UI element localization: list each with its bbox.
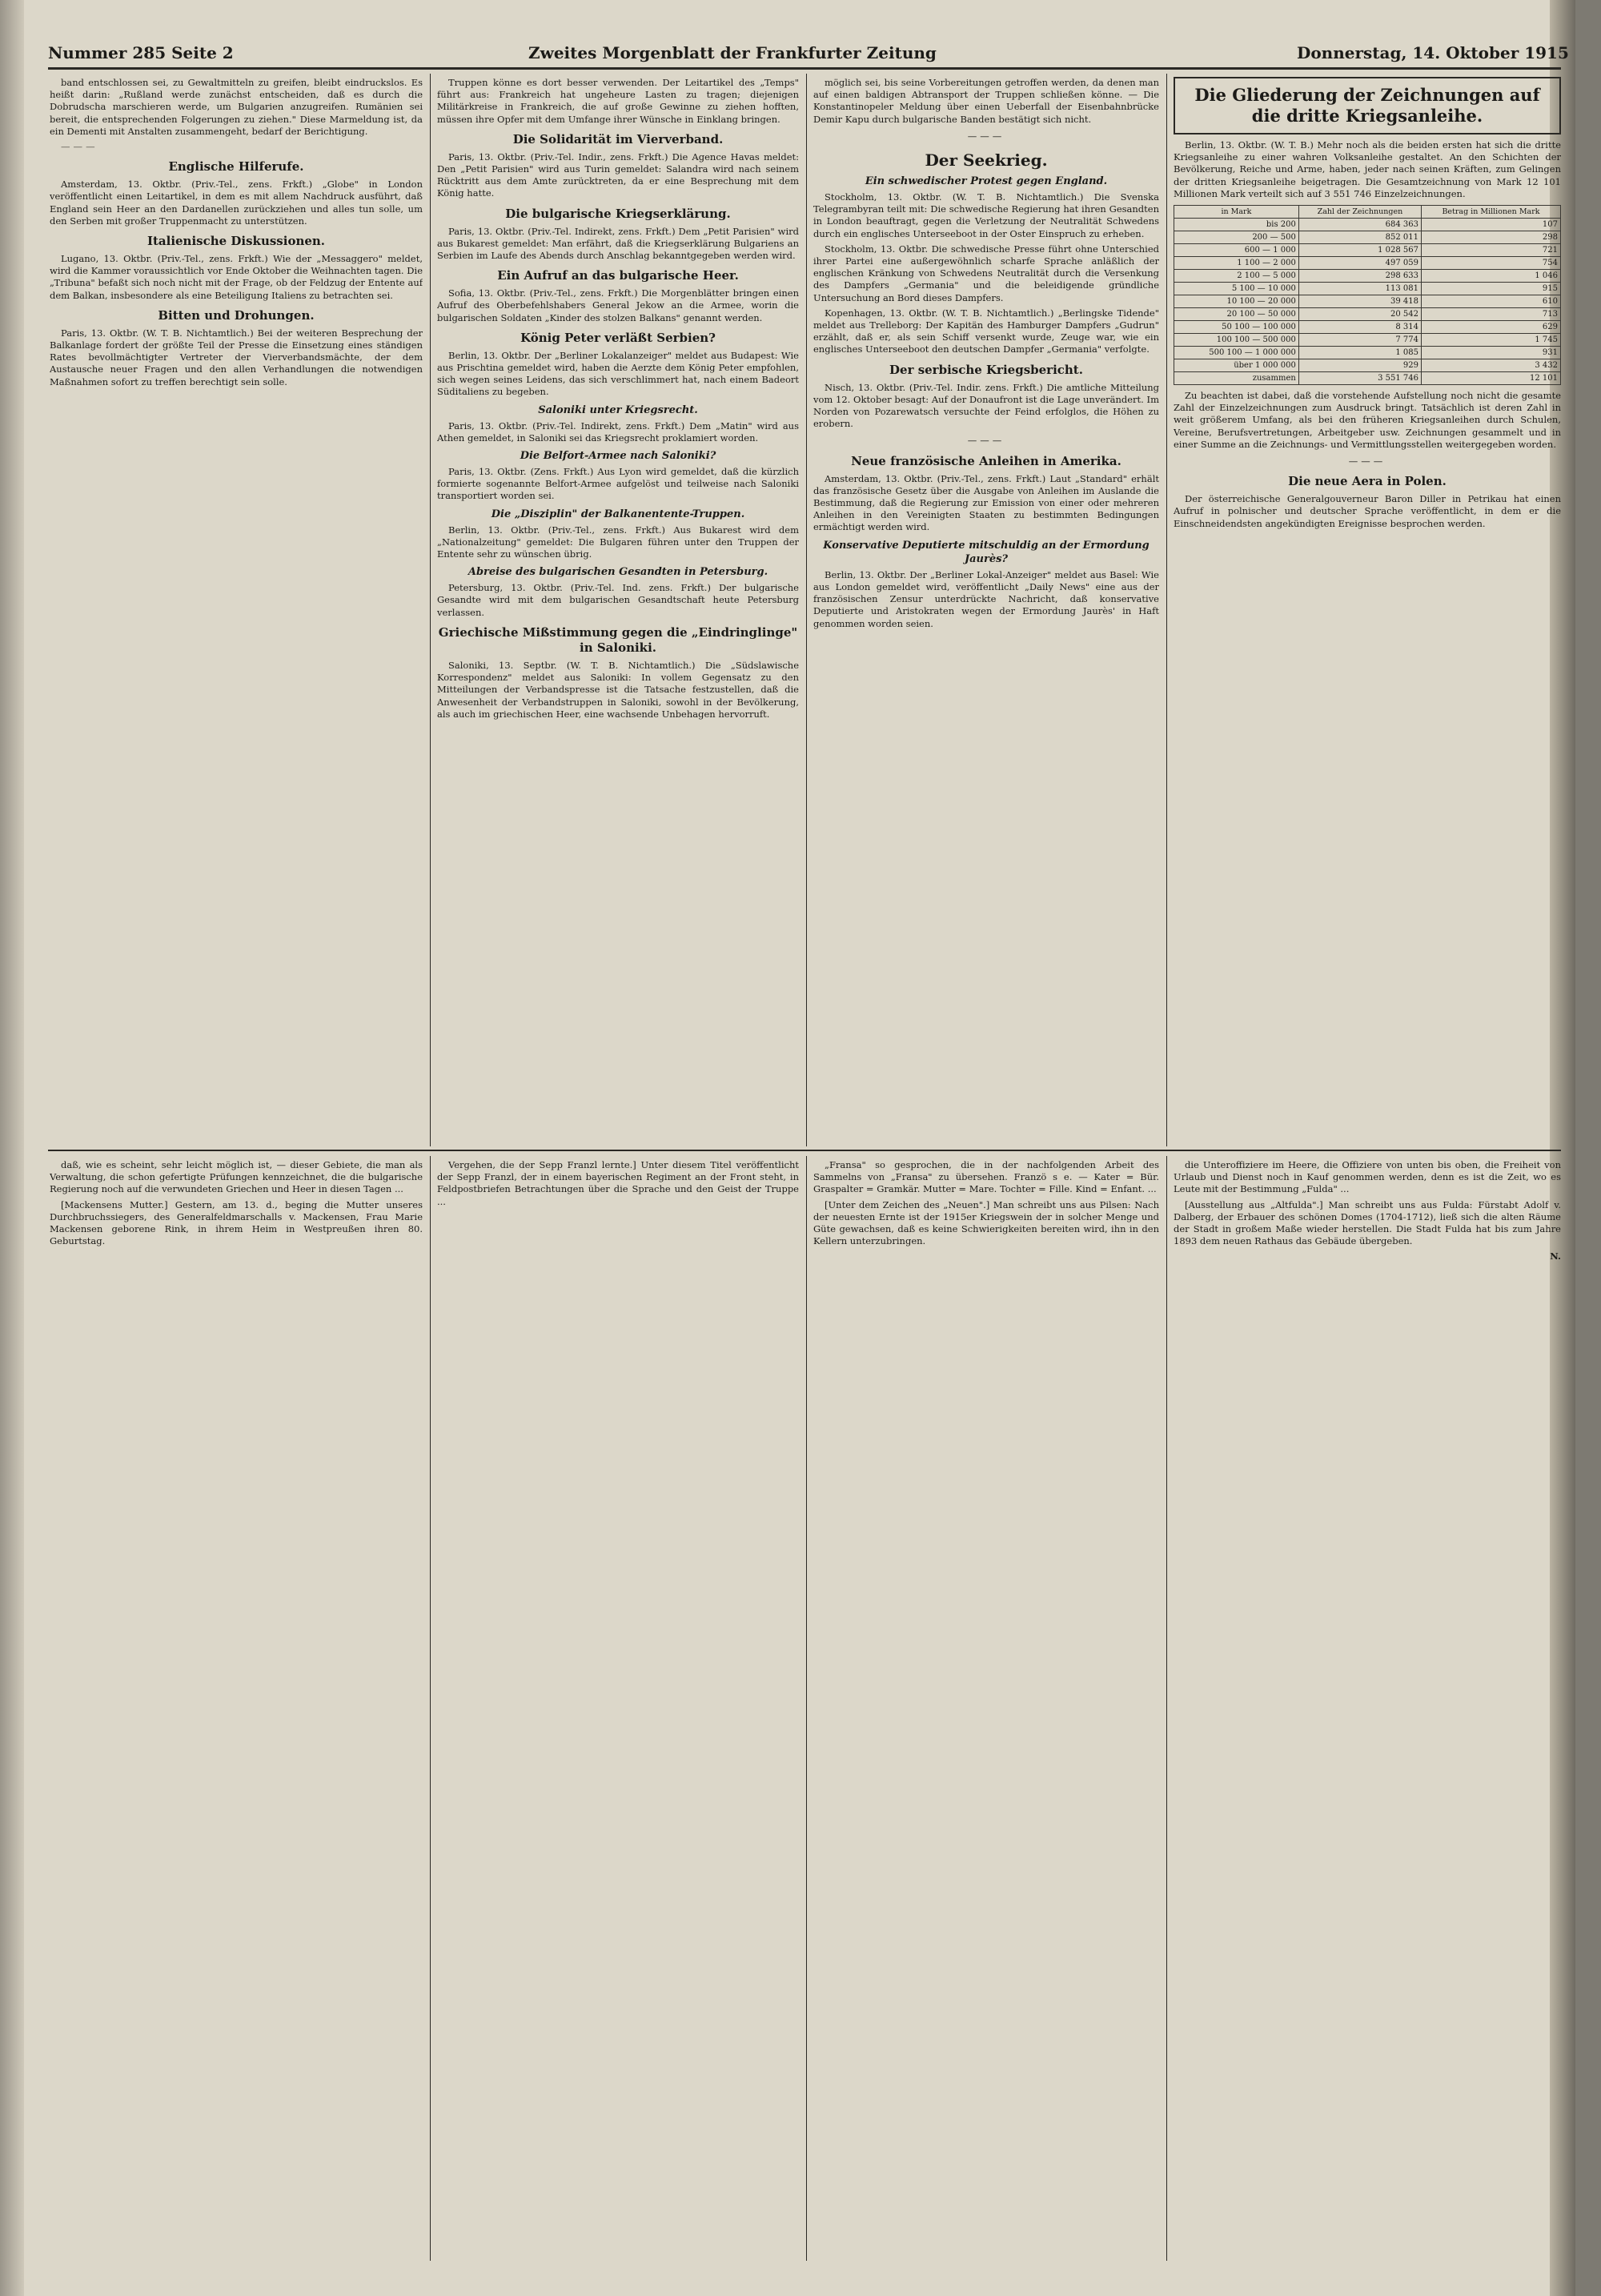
feuilleton-text: daß, wie es scheint, sehr leicht möglich ist, — dieser Gebiete, die man als Verwaltung, die schon gefertigte Prüfungen kennzeichnet, die die bulgarische Regierung noch auf die verwundeten Griechen und Heer in diesen Tagen ... bbox=[50, 1159, 423, 1195]
headline-neue-aera-polen: Die neue Aera in Polen. bbox=[1288, 474, 1447, 489]
headline-aufruf: Ein Aufruf an das bulgarische Heer. bbox=[497, 268, 739, 283]
column-1 bbox=[50, 77, 423, 1146]
feuilleton-rule bbox=[48, 1150, 1561, 1151]
header-issue: Nummer 285 Seite 2 bbox=[48, 43, 234, 62]
headline-english-hilferufe: Englische Hilferufe. bbox=[168, 159, 304, 175]
table-cell: bis 200 bbox=[1174, 219, 1299, 231]
table-total-label: zusammen bbox=[1174, 372, 1299, 385]
table-cell: 20 100 — 50 000 bbox=[1174, 308, 1299, 321]
table-cell: 298 bbox=[1421, 231, 1560, 244]
feuilleton-text: „Fransa" so gesprochen, die in der nachfolgenden Arbeit des Sammelns von „Fransa" zu übersehen. Franzö s e. — Kater = Bür. Graspalter = Gramkär. Mutter = Mare. Tochter = Fille. Kind = Enfant. ... bbox=[813, 1159, 1159, 1195]
header-rule bbox=[48, 67, 1561, 70]
article-text: Berlin, 13. Oktbr. Der „Berliner Lokal-Anzeiger" meldet aus Basel: Wie aus London gemeldet wird, veröffentlicht „Daily News" eine aus der französischen Zensur unterdrückte Nachricht, daß konservative Deputierte und Aristokraten wegen der Ermordung Jaurès' in Haft genommen worden seien. bbox=[813, 568, 1159, 629]
article-text: Kopenhagen, 13. Oktbr. (W. T. B. Nichtamtlich.) „Berlingske Tidende" meldet aus Trelleborg: Der Kapitän des Hamburger Dampfers „Gudrun" erzählt, daß er, als sein Schiff versenkt wurde, Zeuge war, wie ein englisches Unterseeboot den deutschen Dampfer „Germania" verfolgte. bbox=[813, 307, 1159, 355]
table-cell: 8 314 bbox=[1298, 321, 1421, 334]
column-rule bbox=[430, 74, 431, 1146]
article-text: Amsterdam, 13. Oktbr. (Priv.-Tel., zens. Frkft.) „Globe" in London veröffentlicht einen Leitartikel, in dem es mit allem Nachdruck ausführt, daß England sein Heer an den Dardanellen zurückziehen und alles tun solle, um den Serben mit großer Truppenmacht zu unterstützen. bbox=[50, 179, 423, 227]
table-row bbox=[1174, 359, 1561, 372]
column-rule bbox=[1166, 74, 1167, 1146]
table-cell: 10 100 — 20 000 bbox=[1174, 295, 1299, 308]
feuilleton-text: [Mackensens Mutter.] Gestern, am 13. d., beging die Mutter unseres Durchbruchssiegers, des Generalfeldmarschalls v. Mackensen, Frau Marie Mackensen geborene Rink, in ihrem Heim in Westpreußen ihren 80. Geburtstag. bbox=[50, 1198, 423, 1247]
table-cell: 2 100 — 5 000 bbox=[1174, 270, 1299, 283]
column-3 bbox=[813, 77, 1159, 1146]
headline-italienische-diskussionen: Italienische Diskussionen. bbox=[146, 234, 326, 249]
table-cell: 500 100 — 1 000 000 bbox=[1174, 347, 1299, 359]
table-cell: 610 bbox=[1421, 295, 1560, 308]
table-row bbox=[1174, 219, 1561, 231]
table-cell: 497 059 bbox=[1298, 257, 1421, 270]
table-cell: 852 011 bbox=[1298, 231, 1421, 244]
table-cell: 100 100 — 500 000 bbox=[1174, 334, 1299, 347]
article-text: Der österreichische Generalgouverneur Baron Diller in Petrikau hat einen Aufruf in polnischer und deutscher Sprache veröffentlicht, in dem er die Einschneidendsten angekündigten Ereignisse besprochen werden. bbox=[1174, 493, 1561, 529]
table-cell: 1 046 bbox=[1421, 270, 1560, 283]
binding-spine bbox=[0, 0, 24, 2296]
table-cell: 1 085 bbox=[1298, 347, 1421, 359]
table-cell: 931 bbox=[1421, 347, 1560, 359]
table-cell: 713 bbox=[1421, 308, 1560, 321]
headline-abreise: Abreise des bulgarischen Gesandten in Petersburg. bbox=[467, 566, 768, 579]
column-rule bbox=[806, 74, 807, 1146]
headline-saloniki: Saloniki unter Kriegsrecht. bbox=[538, 403, 698, 416]
table-cell: 39 418 bbox=[1298, 295, 1421, 308]
table-cell: 629 bbox=[1421, 321, 1560, 334]
table-row bbox=[1174, 321, 1561, 334]
subscription-table bbox=[1174, 205, 1561, 385]
table-cell: 298 633 bbox=[1298, 270, 1421, 283]
headline-seekrieg: Der Seekrieg. bbox=[925, 151, 1048, 171]
feuilleton-column-4 bbox=[1174, 1159, 1561, 2256]
kriegsanleihe-box bbox=[1174, 77, 1561, 134]
table-row bbox=[1174, 334, 1561, 347]
header-date: Donnerstag, 14. Oktober 1915 bbox=[1297, 43, 1569, 62]
table-cell: 754 bbox=[1421, 257, 1560, 270]
column-4 bbox=[1174, 77, 1561, 1146]
article-text: Berlin, 13. Oktbr. (W. T. B.) Mehr noch als die beiden ersten hat sich die dritte Kriegsanleihe zu einer wahren Volksanleihe gestaltet. An den Schichten der Bevölkerung, Reiche und Arme, haben, jeder nach seinen Kräften, zum Gelingen der dritten Kriegsanleihe beigetragen. Die Gesamtzeichnung von Mark 12 101 Millionen Mark verteilt sich auf 3 551 746 Einzelzeichnungen. bbox=[1174, 139, 1561, 199]
article-text: Paris, 13. Oktbr. (Zens. Frkft.) Aus Lyon wird gemeldet, daß die kürzlich formierte sogenannte Belfort-Armee aufgelöst und teilweise nach Saloniki transportiert worden sei. bbox=[437, 466, 799, 502]
table-cell: 915 bbox=[1421, 283, 1560, 295]
page-header bbox=[48, 40, 1569, 66]
feuilleton-text: [Unter dem Zeichen des „Neuen".] Man schreibt uns aus Pilsen: Nach der neuesten Ernte ist der 1915er Kriegswein der in solcher Menge und Güte gewachsen, daß es keine Schwierigkeiten bereiten wird, ihn in den Kellern unterzubringen. bbox=[813, 1198, 1159, 1247]
table-cell: über 1 000 000 bbox=[1174, 359, 1299, 372]
author-mark: N. bbox=[1550, 1250, 1561, 1262]
headline-belfort: Die Belfort-Armee nach Saloniki? bbox=[520, 450, 716, 463]
table-row bbox=[1174, 257, 1561, 270]
table-total-count: 3 551 746 bbox=[1298, 372, 1421, 385]
column-rule bbox=[430, 1156, 431, 2261]
headline-solidaritaet: Die Solidarität im Vierverband. bbox=[512, 131, 724, 147]
article-text: band entschlossen sei, zu Gewaltmitteln zu greifen, bleibt eindruckslos. Es heißt darin: „Rußland werde zunächst entscheiden, daß es durch die Dobrudscha marschieren werde, um Bulgarien anzugreifen. Rumänien sei bereit, die entsprechenden Folgerungen zu ziehen." Diese Marmeldung ist, da ein Dementi mit Anstalten zusammengeht, bedarf der Berichtigung. bbox=[50, 77, 423, 137]
table-cell: 107 bbox=[1421, 219, 1560, 231]
table-cell: 721 bbox=[1421, 244, 1560, 257]
article-text: Zu beachten ist dabei, daß die vorstehende Aufstellung noch nicht die gesamte Zahl der Einzelzeichnungen zum Ausdruck bringt. Tatsächlich ist deren Zahl in weit größerem Umfang, als bei den früheren Kriegsanleihen durch Schulen, Vereine, Berufsvertretungen, Arbeitgeber usw. Zeichnungen gesammelt und in einer Summe an die Zeichnungs- und Vermittlungsstellen weitergegeben worden. bbox=[1174, 390, 1561, 450]
headline-koenig-peter: König Peter verläßt Serbien? bbox=[520, 330, 716, 345]
article-text: Paris, 13. Oktbr. (Priv.-Tel. Indirekt, zens. Frkft.) Dem „Matin" wird aus Athen gemeldet, in Saloniki sei das Kriegsrecht proklamiert worden. bbox=[437, 419, 799, 444]
article-text: Nisch, 13. Oktbr. (Priv.-Tel. Indir. zens. Frkft.) Die amtliche Mitteilung vom 12. Oktober besagt: Auf der Donaufront ist die Lage unverändert. Im Norden von Pozarewatsch versuchte der Feind erfolglos, die Höhen zu erobern. bbox=[813, 381, 1159, 430]
feuilleton-text: die Unteroffiziere im Heere, die Offiziere von unten bis oben, die Freiheit von Urlaub und Dienst noch in Kauf genommen werden, denn es ist die Zeit, wo es Leute mit der Bestimmung „Fulda" ... bbox=[1174, 1159, 1561, 1195]
article-text: Truppen könne es dort besser verwenden. Der Leitartikel des „Temps" führt aus: Frankreich hat ungeheure Lasten zu tragen; diejenigen Militärkreise in Frankreich, die auf große Gewinne zu ziehen hofften, müssen ihre Opfer mit dem Umfange ihrer Wünsche in Einklang bringen. bbox=[437, 77, 799, 125]
table-row bbox=[1174, 231, 1561, 244]
headline-jaures: Konservative Deputierte mitschuldig an der Ermordung Jaurès? bbox=[823, 539, 1150, 565]
section-divider: ——— bbox=[967, 435, 1005, 447]
article-text: Stockholm, 13. Oktbr. Die schwedische Presse führt ohne Unterschied ihrer Partei eine außergewöhnlich scharfe Sprache anläßlich der englischen Kränkung von Schwedens Neutralität durch die Versenkung des Dampfers „Germania" und die beleidigende gründliche Untersuchung an Bord dieses Dampfers. bbox=[813, 243, 1159, 303]
headline-schwedischer-protest: Ein schwedischer Protest gegen England. bbox=[865, 175, 1108, 188]
headline-disziplin: Die „Disziplin" der Balkanentente-Truppen. bbox=[491, 508, 745, 520]
article-text: Paris, 13. Oktbr. (Priv.-Tel. Indir., zens. Frkft.) Die Agence Havas meldet: Den „Petit Parisien" wird aus Turin gemeldet: Salandra wird nach seinem Rücktritt aus dem Amte zurücktreten, da er eine Besprechung mit dem König hatte. bbox=[437, 151, 799, 199]
table-cell: 600 — 1 000 bbox=[1174, 244, 1299, 257]
article-text-continuation: — — — bbox=[61, 141, 95, 153]
table-row bbox=[1174, 270, 1561, 283]
table-row bbox=[1174, 244, 1561, 257]
table-row bbox=[1174, 308, 1561, 321]
table-row bbox=[1174, 347, 1561, 359]
article-text: Lugano, 13. Oktbr. (Priv.-Tel., zens. Frkft.) Wie der „Messaggero" meldet, wird die Kammer voraussichtlich vor Ende Oktober die Weihnachten tagen. Die „Tribuna" befaßt sich noch nicht mit der Frage, ob der Feldzug der Entente auf dem Balkan, insbesondere als eine Beteiligung Italiens zu betrachten sei. bbox=[50, 253, 423, 301]
headline-serbischer-kriegsbericht: Der serbische Kriegsbericht. bbox=[889, 362, 1083, 377]
header-title: Zweites Morgenblatt der Frankfurter Zeitung bbox=[528, 43, 937, 62]
feuilleton-column-1 bbox=[50, 1159, 423, 2256]
table-cell: 7 774 bbox=[1298, 334, 1421, 347]
article-text: Paris, 13. Oktbr. (W. T. B. Nichtamtlich.) Bei der weiteren Besprechung der Balkanlage fordert der größte Teil der Presse die Einsetzung eines ständigen Rates bevollmächtigter Vertreter der Vierverbandsmächte, der dem Austausche neuer Fragen und den allen Verhandlungen die notwendigen Maßnahmen sofort zu treffen berechtigt sein solle. bbox=[50, 327, 423, 387]
article-text: Paris, 13. Oktbr. (Priv.-Tel. Indirekt, zens. Frkft.) Dem „Petit Parisien" wird aus Bukarest gemeldet: Man erfährt, daß die Kriegserklärung Bulgariens an Serbien im Laufe des Abends durch Anschlag bekanntgegeben werden wird. bbox=[437, 225, 799, 262]
table-cell: 929 bbox=[1298, 359, 1421, 372]
table-row bbox=[1174, 283, 1561, 295]
column-rule bbox=[1166, 1156, 1167, 2261]
article-text: Petersburg, 13. Oktbr. (Priv.-Tel. Ind. zens. Frkft.) Der bulgarische Gesandte wird mit dem bulgarischen Gesandtschaft heute Petersburg verlassen. bbox=[437, 582, 799, 618]
article-text: Amsterdam, 13. Oktbr. (Priv.-Tel., zens. Frkft.) Laut „Standard" erhält das französische Gesetz über die Ausgabe von Anleihen im Auslande die Bestimmung, daß die Regierung zur Emission von einer oder mehreren Anleihen in den Vereinigten Staaten zu bestimmten Bedingungen ermächtigt werden wird. bbox=[813, 472, 1159, 533]
article-text: Berlin, 13. Oktbr. (Priv.-Tel., zens. Frkft.) Aus Bukarest wird dem „Nationalzeitung" gemeldet: Die Bulgaren führen unter den Truppen der Entente sehr zu wünschen übrig. bbox=[437, 524, 799, 560]
feuilleton-text: Vergehen, die der Sepp Franzl lernte.] Unter diesem Titel veröffentlicht der Sepp Franzl, der in einem bayerischen Regiment an der Front steht, in Feldpostbriefen Betrachtungen über die Sprache und den Geist der Truppe ... bbox=[437, 1159, 799, 1207]
headline-anleihen-amerika: Neue französische Anleihen in Amerika. bbox=[851, 453, 1122, 468]
table-cell: 3 432 bbox=[1421, 359, 1560, 372]
feuilleton-text: [Ausstellung aus „Altfulda".] Man schreibt uns aus Fulda: Fürstabt Adolf v. Dalberg, der Erbauer des schönen Domes (1704-1712), ließ sich die alten Räume der Stadt in großem Maße wieder herstellen. Die Stadt Fulda hat bis zum Jahre 1893 dem neuen Rathaus das Gebäude übergeben. bbox=[1174, 1198, 1561, 1247]
table-header: Betrag in Millionen Mark bbox=[1421, 206, 1560, 219]
headline-bulgarische-kriegserklaerung: Die bulgarische Kriegserklärung. bbox=[505, 206, 731, 221]
table-cell: 50 100 — 100 000 bbox=[1174, 321, 1299, 334]
table-cell: 113 081 bbox=[1298, 283, 1421, 295]
article-text: Stockholm, 13. Oktbr. (W. T. B. Nichtamtlich.) Die Svenska Telegrambyran teilt mit: Die schwedische Regierung hat ihren Gesandten in London beauftragt, gegen die Verletzung der Neutralität Schwedens durch ein englisches Unterseeboot in der Oster Einspruch zu erheben. bbox=[813, 191, 1159, 239]
headline-bitten-und-drohungen: Bitten und Drohungen. bbox=[158, 307, 315, 323]
table-cell: 20 542 bbox=[1298, 308, 1421, 321]
section-divider: ——— bbox=[967, 130, 1005, 142]
headline-griechische-missstimmung: Griechische Mißstimmung gegen die „Eindringlinge" in Saloniki. bbox=[438, 624, 798, 655]
table-header: Zahl der Zeichnungen bbox=[1298, 206, 1421, 219]
table-cell: 5 100 — 10 000 bbox=[1174, 283, 1299, 295]
column-2 bbox=[437, 77, 799, 1146]
table-cell: 1 100 — 2 000 bbox=[1174, 257, 1299, 270]
column-rule bbox=[806, 1156, 807, 2261]
table-cell: 1 028 567 bbox=[1298, 244, 1421, 257]
table-cell: 684 363 bbox=[1298, 219, 1421, 231]
table-cell: 1 745 bbox=[1421, 334, 1560, 347]
section-divider: ——— bbox=[1348, 456, 1386, 468]
article-text: Berlin, 13. Oktbr. Der „Berliner Lokalanzeiger" meldet aus Budapest: Wie aus Prischtina gemeldet wird, haben die Aerzte dem König Peter empfohlen, sich wegen seines Leidens, das sich verschlimmert hat, nach einem Badeort Süditaliens zu begeben. bbox=[437, 349, 799, 398]
feuilleton-column-3 bbox=[813, 1159, 1159, 2256]
article-text: Saloniki, 13. Septbr. (W. T. B. Nichtamtlich.) Die „Südslawische Korrespondenz" meldet aus Saloniki: In vollem Gegensatz zu den Mitteilungen der Verbandspresse ist die Tatsache festzustellen, daß die Anwesenheit der Verbandstruppen in Saloniki, sowohl in der Bevölkerung, als auch im griechischen Heer, eine wachsende Unbehagen hervorruft. bbox=[437, 659, 799, 720]
table-cell: 200 — 500 bbox=[1174, 231, 1299, 244]
article-text: möglich sei, bis seine Vorbereitungen getroffen werden, da denen man auf einen baldigen Abtransport der Truppen schließen könne. — Die Konstantinopeler Meldung über einen Ueberfall der Eisenbahnbrücke Demir Kapu durch bulgarische Banden bestätigt sich nicht. bbox=[813, 77, 1159, 125]
headline-gliederung-kriegsanleihe: Die Gliederung der Zeichnungen auf die dritte Kriegsanleihe. bbox=[1194, 85, 1540, 126]
table-total-amount: 12 101 bbox=[1421, 372, 1560, 385]
table-header: in Mark bbox=[1174, 206, 1299, 219]
feuilleton-column-2 bbox=[437, 1159, 799, 2256]
article-text: Sofia, 13. Oktbr. (Priv.-Tel., zens. Frkft.) Die Morgenblätter bringen einen Aufruf des Oberbefehlshabers General Jekow an die Armee, worin die bulgarischen Soldaten „Kinder des stolzen Balkans" genannt werden. bbox=[437, 287, 799, 323]
table-row bbox=[1174, 295, 1561, 308]
